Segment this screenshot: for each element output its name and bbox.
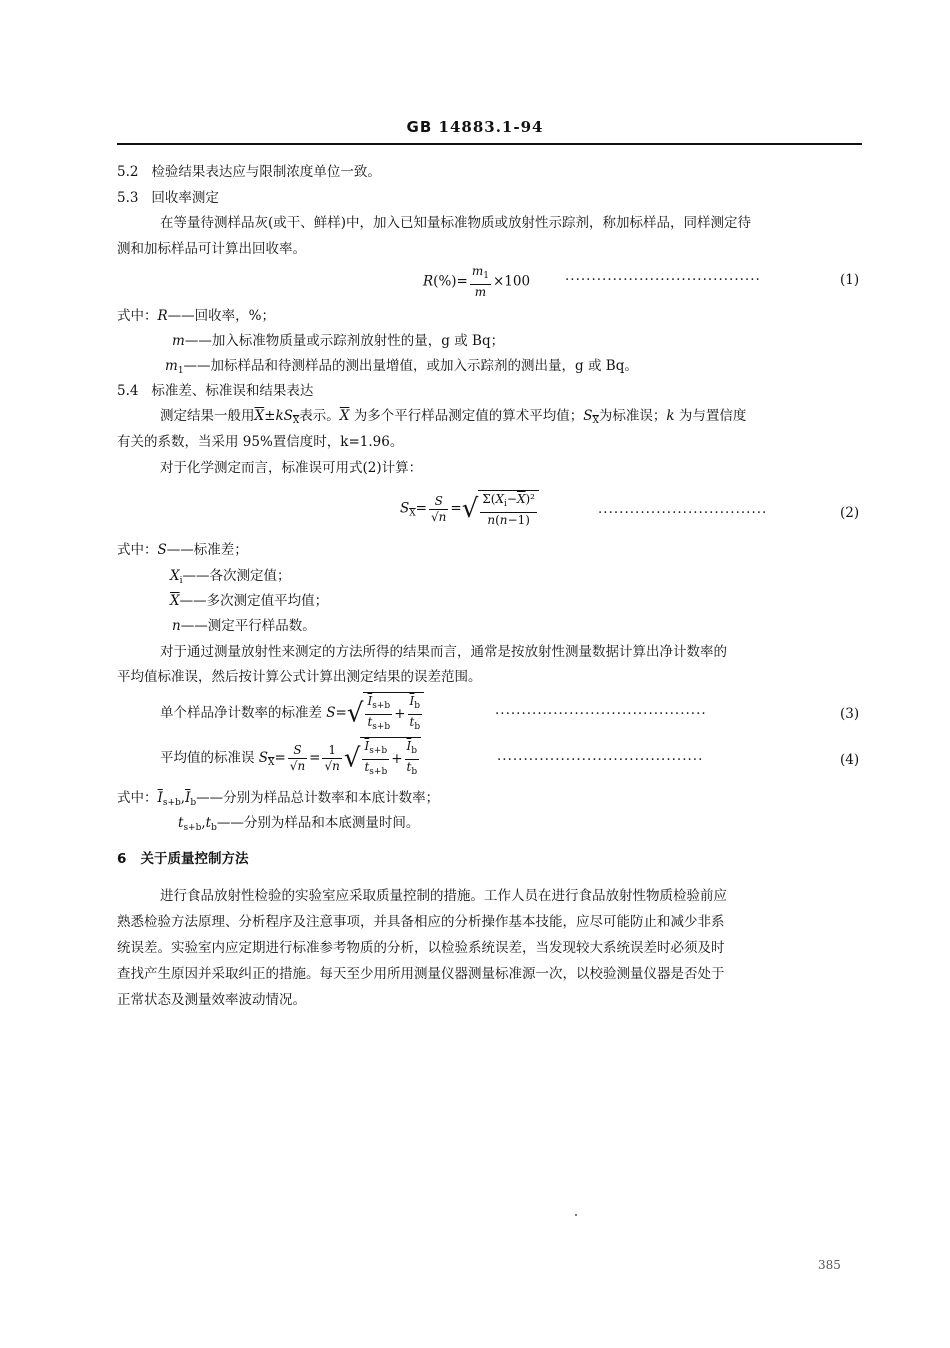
section-5-3-heading xyxy=(117,188,219,208)
definition-n: n——测定平行样品数。 xyxy=(172,618,316,634)
leader-dots: ········································ xyxy=(495,706,707,722)
section-number: 5.2 xyxy=(117,164,139,180)
formula-2: $S_{\overline{X}}=$ $\frac{S}{√n}$ =√ $\frac{\Sigma(X_i-\overline{X})^2}{n(n-1)}$ xyxy=(400,490,539,528)
paragraph-line: 对于化学测定而言，标准误可用式(2)计算： xyxy=(160,460,423,476)
formula-3: 单个样品净计数率的标准差 S=√ $\frac{I_{s+b}}{t_{s+b}}$ + $\frac{\overline{I}_b}{t_b}$ xyxy=(160,692,424,735)
paragraph-line: 平均值标准误，然后按计算公式计算出测定结果的误差范围。 xyxy=(117,669,482,685)
section-title: 标准差、标准误和结果表达 xyxy=(151,383,314,399)
scan-speck xyxy=(575,1214,577,1216)
section-title: 回收率测定 xyxy=(151,190,219,206)
definition-S: 式中：S——标准差； xyxy=(117,542,248,558)
definition-I: 式中：$\overline{I}_{s+b},\overline{I}_b——$分别为样品总计数率和本底计数率； xyxy=(117,790,440,808)
formula-1: R(%)= $\frac{m_1}{m}$ ×100 xyxy=(423,264,531,299)
definition-t: $t_{s+b},t_b——$分别为样品和本底测量时间。 xyxy=(178,815,420,833)
definition-Xbar: $\overline{X}——$多次测定值平均值； xyxy=(170,593,329,609)
standard-code-prefix: GB xyxy=(406,118,433,136)
section-title: 关于质量控制方法 xyxy=(140,851,249,867)
paragraph-line: 有关的系数，当采用 95%置信度时，k=1.96。 xyxy=(117,434,404,450)
paragraph-line: 正常状态及测量效率波动情况。 xyxy=(117,992,306,1008)
section-number: 5.3 xyxy=(117,190,139,206)
paragraph-line: 在等量待测样品灰(或干、鲜样)中，加入已知量标准物质或放射性示踪剂，称加标样品，同样测定待 xyxy=(160,215,752,231)
section-text: 检验结果表达应与限制浓度单位一致。 xyxy=(151,164,381,180)
paragraph-line: 测定结果一般用$\overline{X}\pm kS_{\overline{X}}$表示。$\overline{X}$ 为多个平行样品测定值的算术平均值；$S_{\overline{X}}$为标准误；k 为与置信度 xyxy=(160,408,747,426)
definition-m1: $m_1——$加标样品和待测样品的测出量增值，或加入示踪剂的测出量，g 或 Bq。 xyxy=(165,358,638,376)
definition-Xi: $X_i——$各次测定值； xyxy=(170,568,291,586)
section-5-2 xyxy=(117,162,381,182)
definition-m: m——加入标准物质量或示踪剂放射性的量，g 或 Bq； xyxy=(172,333,505,349)
leader-dots: ······································· xyxy=(497,752,704,768)
section-number: 6 xyxy=(117,851,127,867)
formula-number: (3) xyxy=(840,706,860,722)
header-rule xyxy=(117,143,862,145)
page-number: 385 xyxy=(818,1258,841,1272)
formula-4: 平均值的标准误 $S_{\overline{X}}=$ $\frac{S}{√n}$ = $\frac{1}{√n}$ √ $\frac{I_{s+b}}{t_{s+b}}$ + $\frac{\overline{I}_b}{t_b}$ xyxy=(160,737,421,780)
document-header xyxy=(0,118,950,136)
leader-dots: ································ xyxy=(598,505,768,521)
formula-number: (2) xyxy=(840,505,860,521)
paragraph-line: 查找产生原因并采取纠正的措施。每天至少用所用测量仪器测量标准源一次，以校验测量仪器是否处于 xyxy=(117,966,725,982)
section-number: 5.4 xyxy=(117,383,139,399)
paragraph-line: 测和加标样品可计算出回收率。 xyxy=(117,241,306,257)
section-5-4-heading xyxy=(117,381,313,401)
definition-R: 式中：R——回收率，%； xyxy=(117,308,275,324)
paragraph-line: 熟悉检验方法原理、分析程序及注意事项，并具备相应的分析操作基本技能，应尽可能防止和减少非系 xyxy=(117,914,725,930)
paragraph-line: 统误差。实验室内应定期进行标准参考物质的分析，以检验系统误差，当发现较大系统误差时必须及时 xyxy=(117,940,725,956)
paragraph-line: 对于通过测量放射性来测定的方法所得的结果而言，通常是按放射性测量数据计算出净计数率的 xyxy=(160,644,727,660)
standard-code-number: 14883.1-94 xyxy=(438,118,544,136)
paragraph-line: 进行食品放射性检验的实验室应采取质量控制的措施。工作人员在进行食品放射性物质检验前应 xyxy=(160,888,727,904)
leader-dots: ····································· xyxy=(565,272,761,288)
formula-number: (4) xyxy=(840,752,860,768)
formula-number: (1) xyxy=(840,272,860,288)
section-6-heading xyxy=(117,849,249,869)
